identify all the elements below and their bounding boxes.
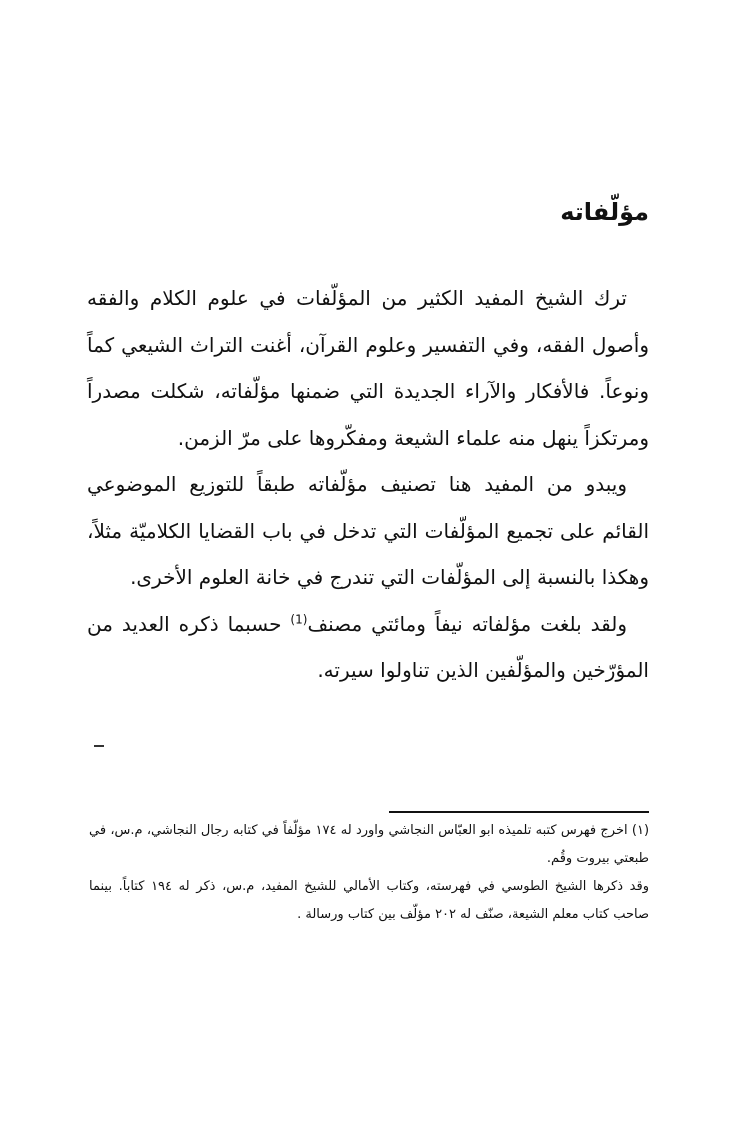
paragraph-1: ترك الشيخ المفيد الكثير من المؤلّفات في علوم الكلام والفقه وأصول الفقه، وفي التفسير وعلوم القرآن، أغنت التراث الشيعي كماً ونوعاً. فالأفكار والآراء الجديدة التي ضمنها مؤلّفاته، شكلت مصدراً ومرتكزاً ينهل منه علماء الشيعة ومفكّروها على مرّ الزمن. [87, 286, 649, 450]
footnote-1: (١) اخرج فهرس كتبه تلميذه ابو العبّاس النجاشي واورد له ١٧٤ مؤلّفاً في كتابه رجال النجاشي، م.س، في طبعتي بيروت وقُم. [89, 823, 650, 866]
paragraph-3-text-after: حسبما ذكره العديد من المؤرّخين والمؤلّفين الذين تناولوا سيرته. [87, 611, 649, 682]
paragraph-3-text-before: ولقد بلغت مؤلفاته نيفاً ومائتي مصنف [307, 611, 627, 636]
stray-dash-mark [94, 745, 104, 747]
footnotes [89, 817, 649, 929]
footnote-2: وقد ذكرها الشيخ الطوسي في فهرسته، وكتاب الأمالي للشيخ المفيد، م.س، ذكر له ١٩٤ كتاباً. بينما صاحب كتاب معلم الشيعة، صنّف له ٢٠٢ مؤلّف بين كتاب ورسالة . [89, 879, 649, 922]
footnote-separator [389, 811, 649, 813]
section-heading: مؤلّفاته [560, 198, 649, 226]
paragraph-3 [87, 601, 649, 694]
body-text [87, 275, 649, 694]
footnote-reference: (1) [290, 611, 308, 626]
paragraph-2: ويبدو من المفيد هنا تصنيف مؤلّفاته طبقاً للتوزيع الموضوعي القائم على تجميع المؤلّفات التي تدخل في باب القضايا الكلاميّة مثلاً، وهكذا بالنسبة إلى المؤلّفات التي تندرج في خانة العلوم الأخرى. [87, 472, 649, 589]
